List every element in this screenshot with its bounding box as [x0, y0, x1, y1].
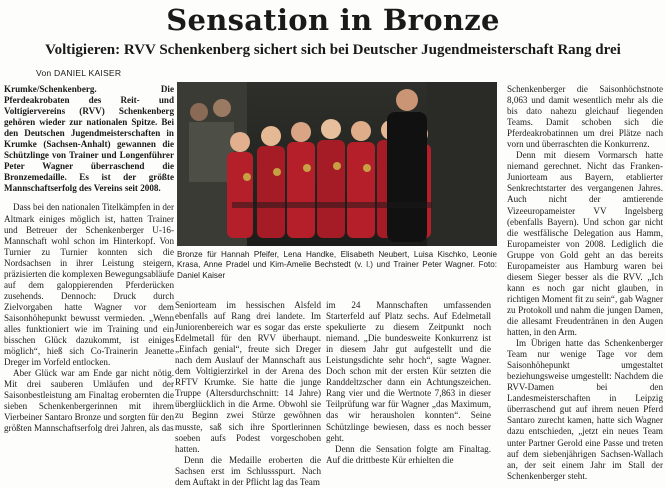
article-subheadline: Voltigieren: RVV Schenkenberg sichert sich bei Deutscher Jugendmeisterschaft Rang drei	[45, 42, 621, 58]
team-photo-image	[177, 82, 497, 246]
body-paragraph: Seniorteam im hessischen Alsfeld ebenfalls auf Rang drei landete. Im Juniorenbereich war es sogar das erste Edelmetall für den RVV überhaupt. „Einfach genial“, freute sich Dreger nach dem Auslauf der Mannschaft aus dem Voltigierzirkel in der Arena des RFTV Krumke. Sie hatte die junge Truppe (Altersdurchschnitt: 14 Jahre) überglücklich in die Arme. Obwohl sie zu Beginn zwei Stürze gewöhnen musste, saß sich ihre Sportlerinnen soeben aufs Podest vorgeschoben hatten.	[175, 300, 321, 454]
article-byline: Von DANIEL KAISER	[36, 68, 122, 78]
team-photo	[177, 82, 497, 246]
body-paragraph: Aber Glück war am Ende gar nicht nötig. Mit drei sauberen Umläufen und der Saisonbestleistung am Finaltag erobernten die sieben Schenkenbergerinnen mit ihrem Vierbeiner Santaro Bronze und sorgten für den größten Mannschaftserfolg drei Jahren, als das	[4, 368, 174, 434]
body-paragraph: im 24 Mannschaften umfassenden Starterfeld auf Platz sechs. Auf Edelmetall spekulierte zu diesem Zeitpunkt noch niemand. „Die bundesweite Konkurrenz ist in diesem Jahr gut aufgestellt und die Leistungsdichte sehr hoch“, sagte Wagner. Doch schon mit der ersten Kür setzten die Randdeltzscher dann ein Achtungszeichen. Rang vier und die Wertnote 7,863 in dieser Teilprüfung war für Wagner „das Maximum, das wir herausholen konnten“. Seine Schützlinge bewiesen, dass es noch besser geht.	[326, 300, 491, 443]
text-column-2	[175, 300, 321, 488]
lead-paragraph: Krumke/Schenkenberg. Die Pferdeakrobaten des Reit- und Voltigiervereins (RVV) Schenkenberg gehören wieder zur nationalen Spitze. Bei den Deutschen Jugendmeisterschaften in Krumke (Sachsen-Anhalt) gewannen die Schützlinge von Trainer und Longenführer Peter Wagner überraschend die Bronzemedaille. Es ist der größte Mannschaftserfolg des Vereins seit 2008.	[4, 84, 174, 194]
body-paragraph: Denn die Medaille eroberten die Sachsen erst im Schlussspurt. Nach dem Auftakt in der Pflicht lag das Team	[175, 454, 321, 487]
text-column-4	[507, 84, 663, 482]
body-paragraph: Denn die Sensation folgte am Finaltag. Auf die drittbeste Kür erhielten die	[326, 443, 491, 465]
body-paragraph: Denn mit diesem Vormarsch hatte niemand gerechnet. Nicht das Franken-Juniorteam aus Bayern, etablierter Senkrechtstarter des vergangenen Jahres. Auch nicht der amtierende Vizeeuropameister VV Ingelsberg (ebenfalls Bayern). Und schon gar nicht die westfälische Delegation aus Hamm, Europameister von 2008. Lediglich die Gruppe von Gold geht an das bereits Europameister aus Hamburg waren bei diesem Sieger besser als die RVV. „Ich kann es noch gar nicht glauben, in richtigen Moment fit zu sein“, gab Wagner zu Protokoll und nahm die jungen Damen, die allesamt Freudentränen in den Augen hatten, in den Arm.	[507, 150, 663, 338]
text-column-1	[4, 84, 174, 434]
text-column-3	[326, 300, 491, 466]
photo-caption: Bronze für Hannah Pfeifer, Lena Handke, Elisabeth Neubert, Luisa Kischko, Leonie Krasa, Anne Pradel und Kim-Amelie Bechstedt (v. l.) und Trainer Peter Wagner. Foto: Daniel Kaiser	[177, 250, 497, 280]
body-paragraph: Schenkenberger die Saisonhöchstnote 8,063 und damit wesentlich mehr als die bis dato nahezu gleichauf liegenden Teams. Damit schoben sich die Pferdeakrobatinnen um drei Plätze nach vorn und überraschten die Konkurrenz.	[507, 84, 663, 150]
article-headline: Sensation in Bronze	[166, 3, 500, 37]
body-paragraph: Dass bei den nationalen Titelkämpfen in der Altmark einiges möglich ist, hatten Trainer und Betreuer der Schenkenberger U-16-Mannschaft wohl schon im Hinterkopf. Von Turnier zu Turnier konnten sich die Nordsachsen in ihrer Leistung steigern, präzisierten die komplexen Bewegungsabläufe auf dem galoppierenden Pferderücken zusehends. Dennoch: Druck durch Zielvorgaben hatte Wagner vor dem Saisonhöhepunkt bewusst vermieden. „Wenn alles funktioniert wie im Training und ein bisschen Glück dazukommt, ist einiges möglich“, hieß sich Co-Trainerin Jeanette Dreger im Vorfeld entlocken.	[4, 202, 174, 368]
body-paragraph: Im Übrigen hatte das Schenkenberger Team nur wenige Tage vor dem Saisonhöhepunkt umgestaltet beziehungsweise umgestellt: Nachdem die RVV-Damen bei den Landesmeisterschaften in Leipzig überraschend gut auf ihrem neuen Pferd Santaro zurecht kamen, hatte sich Wagner dazu entschieden, „jetzt ein neues Team unter Partner Gerold eine Passe und treten auf dem siebenjährigen Sachsen-Wallach an, der seit einem Jahr im Stall der Schenkenberger steht.	[507, 338, 663, 481]
